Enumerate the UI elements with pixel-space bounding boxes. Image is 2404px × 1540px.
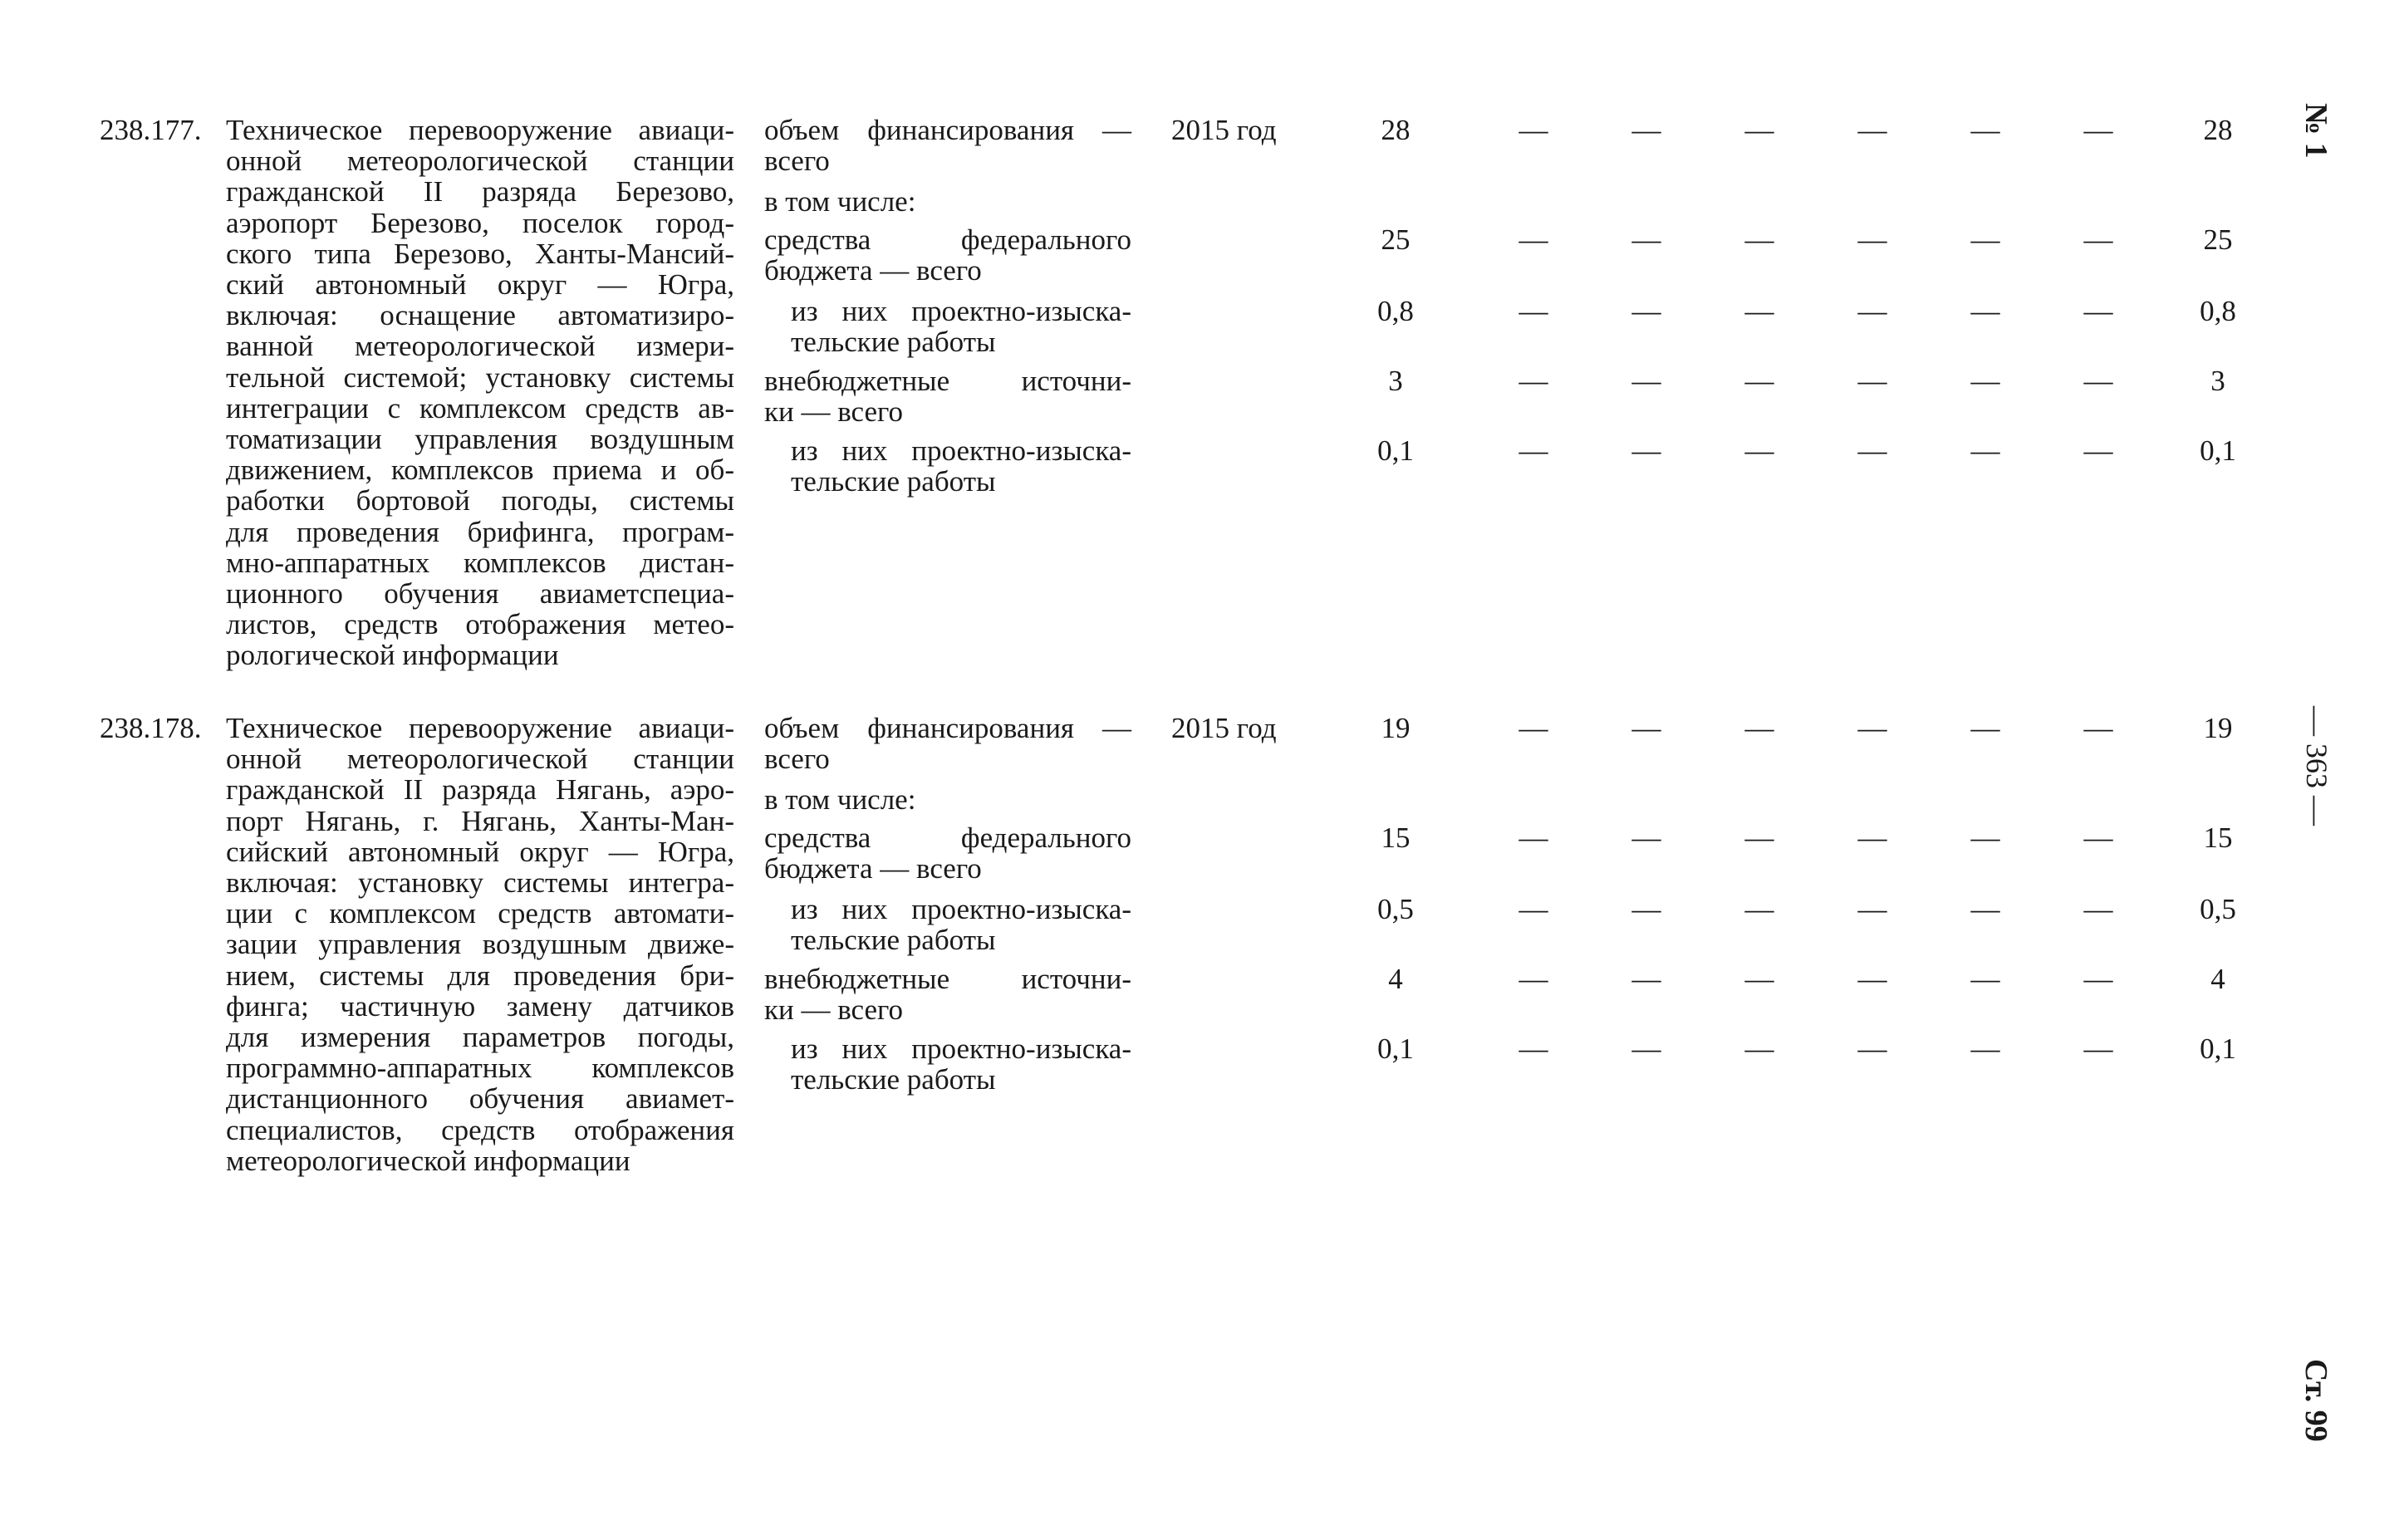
cell-value: — bbox=[2083, 434, 2113, 467]
entry-number: 238.178. bbox=[100, 712, 202, 744]
row-label-line: объем финансирования — bbox=[764, 712, 1131, 744]
cell-value: — bbox=[2083, 963, 2113, 995]
row-label-line: бюджета — всего bbox=[764, 254, 982, 287]
cell-value: — bbox=[2083, 712, 2113, 744]
row-label-line: всего bbox=[764, 145, 830, 177]
cell-value: — bbox=[1631, 821, 1661, 854]
cell-value: — bbox=[1631, 295, 1661, 327]
cell-value: — bbox=[1631, 963, 1661, 995]
description-line: ционного обучения авиаметспециа- bbox=[226, 577, 734, 611]
cell-first-value: 0,8 bbox=[1377, 295, 1414, 327]
row-label bbox=[764, 224, 1131, 286]
cell-value: — bbox=[1518, 365, 1548, 397]
cell-value: — bbox=[1744, 365, 1774, 397]
row-label bbox=[764, 964, 1131, 1025]
cell-value: — bbox=[1744, 963, 1774, 995]
row-label bbox=[764, 784, 1131, 815]
cell-value: — bbox=[1857, 712, 1887, 744]
cell-value: — bbox=[1744, 223, 1774, 256]
cell-value: — bbox=[1744, 434, 1774, 467]
cell-value: — bbox=[1857, 365, 1887, 397]
row-label-line: из них проектно-изыска- bbox=[791, 295, 1131, 327]
cell-value: — bbox=[1970, 434, 2000, 467]
cell-value: — bbox=[1631, 712, 1661, 744]
cell-value: — bbox=[1970, 821, 2000, 854]
entry-year: 2015 год bbox=[1171, 712, 1277, 744]
cell-value: — bbox=[1970, 295, 2000, 327]
entry-year: 2015 год bbox=[1171, 114, 1277, 146]
description-line: специалистов, средств отображения bbox=[226, 1113, 734, 1146]
cell-value: — bbox=[1744, 821, 1774, 854]
row-label bbox=[791, 296, 1131, 357]
cell-value: — bbox=[1631, 893, 1661, 925]
description-line: ский автономный округ — Югра, bbox=[226, 268, 734, 302]
page-number: — 363 — bbox=[2300, 706, 2333, 826]
cell-total-value: 0,8 bbox=[2200, 295, 2236, 327]
cell-total-value: 0,1 bbox=[2200, 1032, 2236, 1065]
description-line: зации управления воздушным движе- bbox=[226, 928, 734, 961]
row-label-line: тельские работы bbox=[791, 1063, 996, 1096]
description-line: метеорологической информации bbox=[226, 1144, 630, 1177]
cell-first-value: 3 bbox=[1388, 365, 1403, 397]
row-label-line: тельские работы bbox=[791, 326, 996, 358]
cell-first-value: 0,1 bbox=[1377, 434, 1414, 467]
cell-value: — bbox=[1631, 365, 1661, 397]
cell-value: — bbox=[1518, 712, 1548, 744]
description-line: ции с комплексом средств автомати- bbox=[226, 897, 734, 930]
description-line: ского типа Березово, Ханты-Мансий- bbox=[226, 237, 734, 270]
row-label-line: в том числе: bbox=[764, 783, 916, 816]
cell-value: — bbox=[1970, 223, 2000, 256]
row-label-line: внебюджетные источни- bbox=[764, 963, 1131, 995]
cell-value: — bbox=[1857, 295, 1887, 327]
description-line: Техническое перевооружение авиаци- bbox=[226, 712, 734, 744]
cell-value: — bbox=[1518, 1032, 1548, 1065]
cell-first-value: 4 bbox=[1388, 963, 1403, 995]
cell-first-value: 0,1 bbox=[1377, 1032, 1414, 1065]
cell-first-value: 0,5 bbox=[1377, 893, 1414, 925]
cell-value: — bbox=[2083, 223, 2113, 256]
row-label bbox=[764, 822, 1131, 884]
entry-number: 238.177. bbox=[100, 114, 202, 146]
description-line: рологической информации bbox=[226, 639, 559, 672]
row-label-line: внебюджетные источни- bbox=[764, 365, 1131, 397]
description-line: онной метеорологической станции bbox=[226, 743, 734, 776]
row-label-line: бюджета — всего bbox=[764, 852, 982, 885]
cell-first-value: 19 bbox=[1381, 712, 1411, 744]
cell-value: — bbox=[2083, 893, 2113, 925]
cell-first-value: 28 bbox=[1381, 114, 1411, 146]
row-label bbox=[764, 365, 1131, 427]
cell-value: — bbox=[1631, 434, 1661, 467]
cell-value: — bbox=[1970, 893, 2000, 925]
description-line: аэропорт Березово, поселок город- bbox=[226, 206, 734, 239]
description-line: гражданской II разряда Нягань, аэро- bbox=[226, 773, 734, 807]
row-label-line: в том числе: bbox=[764, 185, 916, 218]
description-line: мно-аппаратных комплексов дистан- bbox=[226, 546, 734, 579]
row-label-line: тельские работы bbox=[791, 465, 996, 498]
cell-total-value: 4 bbox=[2210, 963, 2225, 995]
cell-value: — bbox=[1518, 893, 1548, 925]
cell-value: — bbox=[1857, 893, 1887, 925]
cell-value: — bbox=[1631, 223, 1661, 256]
row-label bbox=[764, 713, 1131, 774]
row-label-line: из них проектно-изыска- bbox=[791, 893, 1131, 925]
description-line: для измерения параметров погоды, bbox=[226, 1021, 734, 1054]
cell-value: — bbox=[1857, 821, 1887, 854]
description-line: нием, системы для проведения бри- bbox=[226, 959, 734, 992]
description-line: порт Нягань, г. Нягань, Ханты-Ман- bbox=[226, 804, 734, 837]
description-line: включая: оснащение автоматизиро- bbox=[226, 299, 734, 332]
row-label-line: из них проектно-изыска- bbox=[791, 434, 1131, 467]
row-label-line: всего bbox=[764, 743, 830, 775]
description-line: финга; частичную замену датчиков bbox=[226, 989, 734, 1023]
cell-value: — bbox=[1970, 963, 2000, 995]
description-line: томатизации управления воздушным bbox=[226, 423, 734, 456]
description-line: листов, средств отображения метео- bbox=[226, 608, 734, 641]
cell-first-value: 25 bbox=[1381, 223, 1411, 256]
cell-value: — bbox=[1518, 821, 1548, 854]
cell-value: — bbox=[1857, 223, 1887, 256]
row-label bbox=[791, 1033, 1131, 1095]
cell-value: — bbox=[1970, 1032, 2000, 1065]
description-line: тельной системой; установку системы bbox=[226, 360, 734, 394]
row-label-line: тельские работы bbox=[791, 924, 996, 956]
entry-description bbox=[226, 713, 734, 1176]
description-line: гражданской II разряда Березово, bbox=[226, 175, 734, 208]
cell-value: — bbox=[1631, 114, 1661, 146]
cell-value: — bbox=[1744, 295, 1774, 327]
row-label bbox=[791, 894, 1131, 955]
description-line: дистанционного обучения авиамет- bbox=[226, 1082, 734, 1116]
cell-value: — bbox=[2083, 295, 2113, 327]
description-line: интеграции с комплексом средств ав- bbox=[226, 391, 734, 424]
description-line: онной метеорологической станции bbox=[226, 145, 734, 178]
issue-number: № 1 bbox=[2299, 103, 2333, 159]
description-line: включая: установку системы интегра- bbox=[226, 866, 734, 900]
cell-value: — bbox=[2083, 365, 2113, 397]
row-label-line: из них проектно-изыска- bbox=[791, 1032, 1131, 1065]
row-label bbox=[764, 115, 1131, 176]
cell-total-value: 0,5 bbox=[2200, 893, 2236, 925]
entry-description bbox=[226, 115, 734, 671]
cell-value: — bbox=[1518, 434, 1548, 467]
cell-total-value: 19 bbox=[2203, 712, 2233, 744]
row-label-line: ки — всего bbox=[764, 395, 904, 428]
cell-value: — bbox=[2083, 114, 2113, 146]
cell-total-value: 28 bbox=[2203, 114, 2233, 146]
cell-total-value: 3 bbox=[2210, 365, 2225, 397]
cell-value: — bbox=[1518, 114, 1548, 146]
cell-value: — bbox=[1744, 712, 1774, 744]
description-line: сийский автономный округ — Югра, bbox=[226, 835, 734, 868]
article-number: Ст. 99 bbox=[2299, 1359, 2333, 1442]
cell-total-value: 15 bbox=[2203, 821, 2233, 854]
cell-value: — bbox=[1857, 434, 1887, 467]
cell-total-value: 0,1 bbox=[2200, 434, 2236, 467]
cell-value: — bbox=[1857, 114, 1887, 146]
cell-value: — bbox=[1970, 114, 2000, 146]
cell-value: — bbox=[1857, 963, 1887, 995]
row-label-line: объем финансирования — bbox=[764, 114, 1131, 146]
cell-value: — bbox=[1744, 1032, 1774, 1065]
cell-value: — bbox=[2083, 821, 2113, 854]
description-line: для проведения брифинга, програм- bbox=[226, 515, 734, 548]
cell-value: — bbox=[1518, 223, 1548, 256]
row-label bbox=[764, 186, 1131, 217]
row-label bbox=[791, 435, 1131, 497]
description-line: программно-аппаратных комплексов bbox=[226, 1052, 734, 1085]
description-line: движением, комплексов приема и об- bbox=[226, 454, 734, 487]
cell-value: — bbox=[1970, 712, 2000, 744]
row-label-line: средства федерального bbox=[764, 223, 1131, 256]
cell-first-value: 15 bbox=[1381, 821, 1411, 854]
cell-total-value: 25 bbox=[2203, 223, 2233, 256]
cell-value: — bbox=[1518, 963, 1548, 995]
cell-value: — bbox=[1744, 893, 1774, 925]
row-label-line: ки — всего bbox=[764, 993, 904, 1026]
description-line: ванной метеорологической измери- bbox=[226, 330, 734, 363]
row-label-line: средства федерального bbox=[764, 821, 1131, 854]
cell-value: — bbox=[1518, 295, 1548, 327]
cell-value: — bbox=[1857, 1032, 1887, 1065]
description-line: Техническое перевооружение авиаци- bbox=[226, 114, 734, 146]
cell-value: — bbox=[1970, 365, 2000, 397]
cell-value: — bbox=[1631, 1032, 1661, 1065]
cell-value: — bbox=[2083, 1032, 2113, 1065]
description-line: работки бортовой погоды, системы bbox=[226, 484, 734, 517]
cell-value: — bbox=[1744, 114, 1774, 146]
